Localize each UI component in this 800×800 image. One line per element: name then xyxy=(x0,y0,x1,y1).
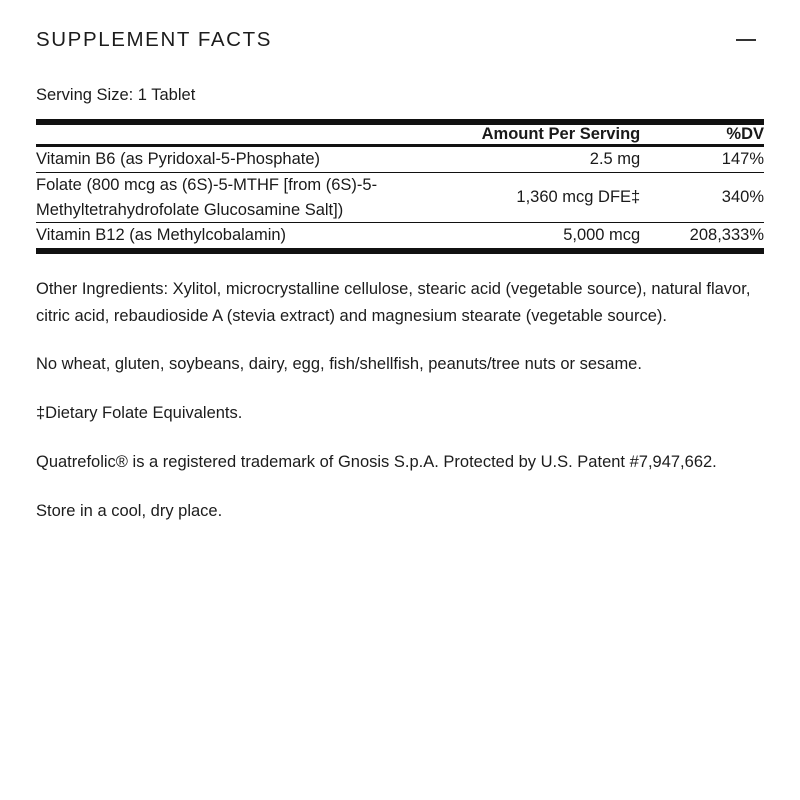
allergen-statement: No wheat, gluten, soybeans, dairy, egg, fish/shellfish, peanuts/tree nuts or sesame. xyxy=(36,355,642,374)
nutrient-amount: 1,360 mcg DFE‡ xyxy=(516,188,641,206)
dfe-footnote: ‡Dietary Folate Equivalents. xyxy=(36,404,243,423)
panel-header xyxy=(36,28,764,52)
column-header-amount: Amount Per Serving xyxy=(481,125,641,143)
notes-section xyxy=(36,276,764,524)
nutrient-name: Vitamin B12 (as Methylcobalamin) xyxy=(36,226,287,245)
table-row xyxy=(36,147,764,172)
serving-size-text: Serving Size: 1 Tablet xyxy=(36,86,196,104)
nutrient-amount: 2.5 mg xyxy=(589,149,641,168)
storage-instructions: Store in a cool, dry place. xyxy=(36,501,223,520)
trademark-notice: Quatrefolic® is a registered trademark of Gnosis S.p.A. Protected by U.S. Patent #7,947,662. xyxy=(36,452,717,471)
nutrient-name: Vitamin B6 (as Pyridoxal-5-Phosphate) xyxy=(36,150,320,168)
table-header-row xyxy=(36,125,764,146)
nutrient-dv: 147% xyxy=(721,149,764,168)
table-bottom-rule xyxy=(36,251,764,254)
column-header-dv: %DV xyxy=(726,125,764,143)
supplement-facts-table xyxy=(36,119,764,254)
page-title: SUPPLEMENT FACTS xyxy=(36,28,272,51)
nutrient-dv: 340% xyxy=(721,188,764,206)
table-row xyxy=(36,223,764,251)
minus-icon[interactable] xyxy=(736,30,756,50)
column-header-blank xyxy=(36,125,400,146)
nutrient-amount: 5,000 mcg xyxy=(563,226,641,245)
table-row xyxy=(36,173,764,223)
nutrient-dv: 208,333% xyxy=(689,226,764,245)
other-ingredients-text: Other Ingredients: Xylitol, microcrystalline cellulose, stearic acid (vegetable source), natural flavor, citric acid, rebaudioside A (stevia extract) and magnesium stearate (vegetable source). xyxy=(36,280,751,325)
nutrient-name: Folate (800 mcg as (6S)-5-MTHF [from (6S)-5-Methyltetrahydrofolate Glucosamine Salt]) xyxy=(36,175,378,219)
